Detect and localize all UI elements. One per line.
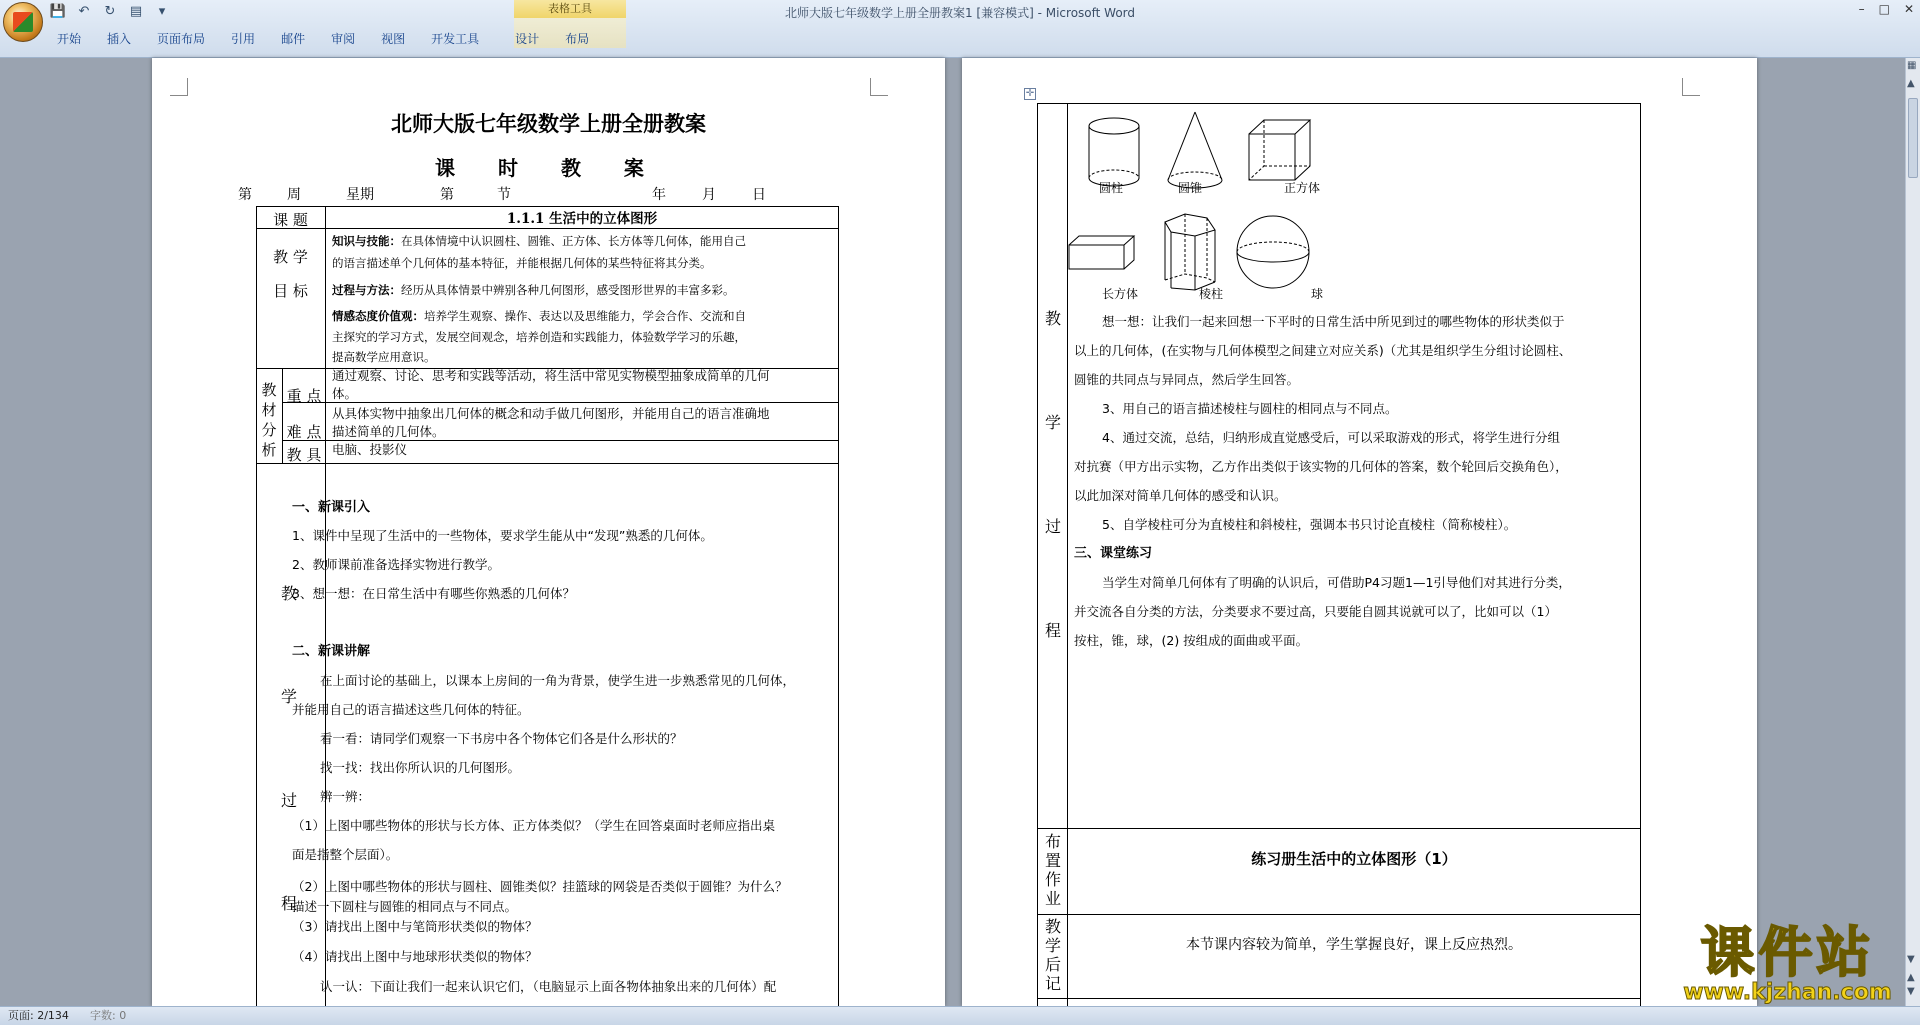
watermark-name: 课件站	[1700, 921, 1875, 984]
paragraph: 以此加深对简单几何体的感受和认识。	[1074, 488, 1287, 503]
table-border	[256, 206, 257, 1006]
geometric-shapes-figure	[1067, 108, 1327, 308]
goal-heading: 过程与方法：	[332, 283, 401, 297]
cylinder-shape	[1089, 118, 1139, 186]
paragraph: 对抗赛（甲方出示实物，乙方作出类似于该实物的几何体的答案，数个轮回后交换角色），	[1074, 459, 1568, 474]
difficulty-text-cont: 描述简单的几何体。	[332, 424, 445, 439]
tools-text: 电脑、投影仪	[332, 442, 408, 457]
goal-text: 培养学生观察、操作、表达以及思维能力，学会合作、交流和自	[424, 309, 746, 323]
reflection-label-char: 教	[1044, 917, 1061, 936]
tab-layout[interactable]: 布局	[565, 32, 590, 46]
minimize-icon[interactable]: –	[1858, 2, 1865, 16]
paragraph: 并交流各自分类的方法，分类要求不要过高，只要能自圆其说就可以了，比如可以（1）	[1074, 604, 1557, 619]
close-icon[interactable]: ✕	[1903, 2, 1914, 16]
vertical-scrollbar[interactable]	[1905, 58, 1920, 1006]
window-controls	[1859, 2, 1914, 16]
shape-label-cube: 正方体	[1284, 181, 1321, 195]
process-label-3: 过	[1044, 517, 1061, 536]
date-field: 日	[752, 187, 766, 203]
goal-attitude	[332, 305, 746, 327]
next-page-icon[interactable]: ▼	[1907, 986, 1915, 997]
date-field: 月	[702, 187, 716, 203]
paragraph: 1、课件中呈现了生活中的一些物体，要求学生能从中“发现”熟悉的几何体。	[292, 528, 713, 543]
tab-mailings[interactable]: 邮件	[281, 32, 306, 46]
reflection-label	[1038, 917, 1068, 993]
paragraph: 辨一辨：	[320, 789, 371, 804]
goal-heading: 知识与技能：	[332, 234, 401, 248]
redo-icon[interactable]: ↻	[104, 3, 116, 19]
watermark-url: www.kjzhan.com	[1683, 980, 1892, 1005]
page-indicator[interactable]: 页面: 2/134	[8, 1009, 69, 1022]
document-page-2	[962, 58, 1757, 1006]
process-label-1: 教	[1044, 309, 1061, 328]
paragraph: 认一认：下面让我们一起来认识它们，（电脑显示上面各物体抽象出来的几何体）配	[320, 979, 777, 994]
title-bar	[0, 0, 1920, 58]
paragraph: 圆锥的共同点与异同点，然后学生回答。	[1074, 372, 1300, 387]
tab-review[interactable]: 审阅	[331, 32, 356, 46]
maximize-icon[interactable]: □	[1878, 2, 1890, 16]
process-label-1: 教	[280, 584, 297, 603]
paragraph: 3、想一想：在日常生活中有哪些你熟悉的几何体？	[292, 586, 575, 601]
goals-label-2: 目 标	[273, 282, 308, 300]
table-border	[1640, 103, 1641, 1006]
paragraph: 找一找：找出你所认识的几何图形。	[320, 760, 521, 775]
paragraph: （3）请找出上图中与笔筒形状类似的物体？	[292, 919, 538, 934]
paragraph: 看一看：请同学们观察一下书房中各个物体它们各是什么形状的？	[320, 731, 683, 746]
key-point-label: 重 点	[286, 387, 322, 405]
key-point-text: 通过观察、讨论、思考和实践等活动，将生活中常见实物模型抽象成简单的几何	[332, 368, 770, 383]
paragraph: 面是指整个层面）。	[292, 847, 399, 862]
tab-page-layout[interactable]: 页面布局	[157, 32, 206, 46]
paragraph: 当学生对简单几何体有了明确的认识后，可借助P4习题1—1引导他们对其进行分类，	[1102, 575, 1571, 590]
paragraph: 以上的几何体，(在实物与几何体模型之间建立对应关系)（尤其是组织学生分组讨论圆柱、	[1074, 343, 1572, 358]
homework-text: 练习册生活中的立体图形（1）	[1251, 850, 1457, 868]
date-field: 周	[287, 187, 301, 203]
paragraph: 按柱，锥，球，(2) 按组成的面曲或平面。	[1074, 633, 1309, 648]
save-icon[interactable]: 💾	[49, 3, 67, 19]
difficulty-text: 从具体实物中抽象出几何体的概念和动手做几何图形，并能用自己的语言准确地	[332, 406, 770, 421]
qat-dropdown-icon[interactable]: ▾	[158, 3, 166, 19]
lesson-topic: 1.1.1 生活中的立体图形	[506, 211, 658, 227]
tab-references[interactable]: 引用	[231, 32, 256, 46]
difficulty-label: 难 点	[286, 423, 322, 441]
shape-label-prism: 棱柱	[1199, 287, 1224, 301]
table-border	[838, 206, 839, 1006]
prev-page-icon[interactable]: ▲	[1907, 972, 1915, 983]
process-label-2: 学	[1044, 413, 1061, 432]
undo-icon[interactable]: ↶	[78, 3, 90, 19]
goal-text: 经历从具体情景中辨别各种几何图形，感受图形世界的丰富多彩。	[401, 283, 735, 297]
homework-label-char: 作	[1044, 870, 1061, 889]
shape-label-cuboid: 长方体	[1102, 287, 1139, 301]
paragraph: 想一想：让我们一起来回想一下平时的日常生活中所见到过的哪些物体的形状类似于	[1102, 314, 1565, 329]
shape-label-sphere: 球	[1311, 287, 1324, 301]
date-field: 年	[652, 187, 666, 203]
shape-label-cylinder: 圆柱	[1099, 181, 1124, 195]
date-field: 星期	[346, 187, 374, 203]
paragraph: 5、自学棱柱可分为直棱柱和斜棱柱，强调本书只讨论直棱柱（简称棱柱）。	[1102, 517, 1517, 532]
status-bar	[0, 1006, 1920, 1025]
ribbon-tabs	[44, 28, 602, 49]
process-label-4: 程	[280, 894, 297, 913]
homework-label-char: 业	[1044, 889, 1061, 908]
tab-home[interactable]: 开始	[57, 32, 82, 46]
homework-label-char: 布	[1044, 832, 1061, 851]
paragraph: 4、通过交流，总结，归纳形成直觉感受后，可以采取游戏的形式，将学生进行分组	[1102, 430, 1560, 445]
key-point-text-cont: 体。	[332, 386, 358, 401]
date-field: 第	[238, 187, 252, 203]
crop-mark	[170, 78, 188, 96]
goal-process	[332, 279, 735, 301]
section-heading: 一、新课引入	[292, 500, 371, 515]
cube-shape	[1249, 120, 1310, 180]
table-border	[1037, 998, 1641, 999]
ruler-toggle-icon[interactable]: ▦	[1907, 60, 1917, 71]
paragraph: 2、教师课前准备选择实物进行教学。	[292, 557, 500, 572]
table-border	[1037, 914, 1641, 915]
reflection-label-char: 后	[1044, 955, 1061, 974]
process-label-2: 学	[280, 687, 297, 706]
crop-mark	[1682, 78, 1700, 96]
date-field: 节	[497, 187, 511, 203]
scroll-down-icon[interactable]: ▼	[1907, 954, 1915, 965]
goal-text: 在具体情境中认识圆柱、圆锥、正方体、长方体等几何体，能用自己	[401, 234, 746, 248]
tab-view[interactable]: 视图	[381, 32, 406, 46]
tab-developer[interactable]: 开发工具	[431, 32, 480, 46]
prism-shape	[1165, 214, 1215, 290]
document-page-1	[152, 58, 945, 1006]
scroll-thumb[interactable]	[1908, 98, 1918, 178]
context-group-label: 表格工具	[514, 0, 626, 18]
goal-knowledge-cont: 的语言描述单个几何体的基本特征，并能根据几何体的某些特征将其分类。	[332, 256, 712, 270]
goal-attitude-cont: 主探究的学习方式，发展空间观念，培养创造和实践能力，体验数学学习的乐趣，	[332, 330, 746, 344]
paragraph: 在上面讨论的基础上，以课本上房间的一角为背景，使学生进一步熟悉常见的几何体，	[320, 673, 796, 688]
sphere-shape	[1237, 216, 1309, 288]
section-heading: 二、新课讲解	[292, 644, 371, 659]
reflection-text: 本节课内容较为简单，学生掌握良好，课上反应热烈。	[1186, 937, 1522, 953]
shape-label-cone: 圆锥	[1178, 181, 1203, 195]
watermark-logo	[1670, 921, 1905, 1005]
paragraph: （4）请找出上图中与地球形状类似的物体？	[292, 949, 538, 964]
scroll-up-icon[interactable]: ▲	[1907, 78, 1915, 89]
goal-attitude-cont2: 提高数学应用意识。	[332, 350, 436, 364]
paragraph: 并能用自己的语言描述这些几何体的特征。	[292, 702, 530, 717]
tab-design[interactable]: 设计	[515, 32, 540, 46]
goals-label-1: 教 学	[273, 248, 308, 266]
tab-insert[interactable]: 插入	[107, 32, 132, 46]
reflection-label-char: 记	[1044, 974, 1061, 993]
analysis-label: 教材分析	[261, 381, 277, 459]
process-label-4: 程	[1044, 621, 1061, 640]
goal-heading: 情感态度价值观：	[332, 309, 424, 323]
tools-label: 教 具	[286, 446, 322, 464]
table-border	[256, 463, 839, 464]
table-border	[1037, 828, 1641, 829]
paragraph: （2）上图中哪些物体的形状与圆柱、圆锥类似？挂篮球的网袋是否类似于圆锥？为什么？	[292, 879, 788, 894]
paragraph: （1）上图中哪些物体的形状与长方体、正方体类似？（学生在回答桌面时老师应指出桌	[292, 818, 775, 833]
table-border	[1037, 103, 1641, 104]
crop-mark	[870, 78, 888, 96]
table-move-handle-icon[interactable]: ✛	[1025, 88, 1035, 99]
table-border	[256, 206, 839, 207]
document-title: 北师大版七年级数学上册全册教案	[391, 111, 706, 136]
cuboid-shape	[1069, 236, 1134, 269]
word-count[interactable]: 字数: 0	[90, 1009, 127, 1022]
topic-label: 课 题	[273, 211, 308, 229]
paragraph: 描述一下圆柱与圆锥的相同点与不同点。	[292, 899, 518, 914]
homework-label-char: 置	[1044, 851, 1061, 870]
section-heading: 三、课堂练习	[1074, 546, 1153, 561]
reflection-label-char: 学	[1044, 936, 1061, 955]
print-preview-icon[interactable]: ▤	[129, 3, 143, 19]
process-label-3: 过	[280, 791, 297, 810]
homework-label	[1038, 832, 1068, 908]
paragraph: 3、用自己的语言描述棱柱与圆柱的相同点与不同点。	[1102, 401, 1398, 416]
date-field: 第	[440, 187, 454, 203]
goal-knowledge	[332, 230, 746, 252]
document-subtitle: 课 时 教 案	[435, 156, 662, 180]
window-title: 北师大版七年级数学上册全册教案1 [兼容模式] - Microsoft Word	[784, 6, 1136, 20]
